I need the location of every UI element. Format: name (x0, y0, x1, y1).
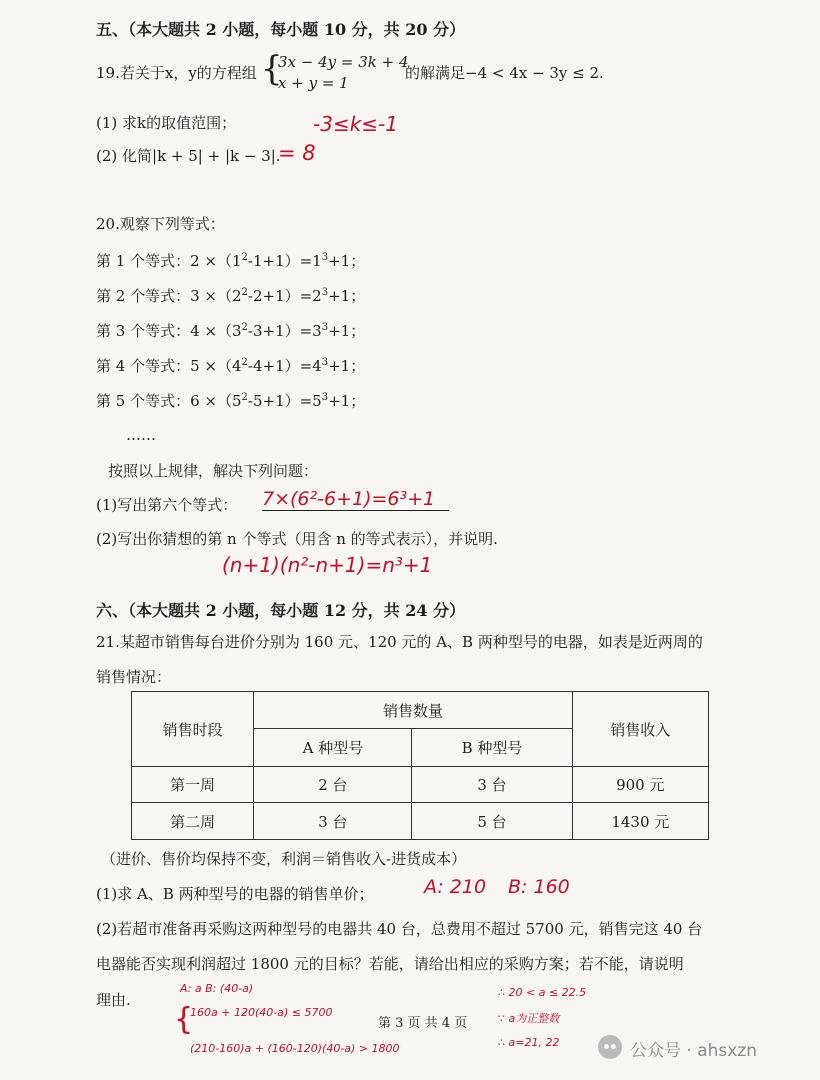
q21-part-1-answer-b: B: 160 (508, 876, 570, 898)
q19-part-1-answer: -3≤k≤-1 (313, 112, 398, 136)
hw-brace: { (174, 1002, 194, 1037)
q19-part-2-answer: = 8 (278, 141, 316, 165)
q21-part-2-line-3: 理由. (96, 991, 131, 1009)
q19-part-1: (1) 求k的取值范围； (96, 114, 237, 132)
wechat-icon (598, 1035, 622, 1059)
q21-stem-line-1: 21.某超市销售每台进价分别为 160 元、120 元的 A、B 两种型号的电器，如表是近两周的 (96, 633, 703, 651)
cell-a: 3 台 (254, 803, 412, 840)
q21-stem-line-2: 销售情况： (96, 668, 172, 686)
hw-inequality-2: (210-160)a + (160-120)(40-a) > 1800 (190, 1042, 400, 1055)
q19-stem-post: 的解满足−4 < 4x − 3y ≤ 2. (405, 64, 604, 82)
cell-period: 第一周 (132, 767, 254, 803)
cell-b: 5 台 (412, 803, 572, 840)
watermark-text: 公众号 · ahsxzn (630, 1041, 758, 1061)
equation-row: 第 3 个等式：$4 \times(3^2-3+1)=3^3+1$； (96, 322, 366, 340)
q20-part-1: (1)写出第六个等式： (96, 496, 238, 514)
wechat-icon-eye (611, 1044, 616, 1049)
hw-variables: A: a B: (40-a) (180, 982, 254, 995)
header-model-b: B 种型号 (412, 729, 572, 767)
equation-row: 第 4 个等式：$5 \times(4^2-4+1)=4^3+1$； (96, 357, 366, 375)
cell-a: 2 台 (254, 767, 412, 803)
hw-step-2: ∵ a为正整数 (498, 1012, 560, 1025)
table-row (132, 803, 709, 840)
q19-equation-1: 3x − 4y = 3k + 4 (278, 53, 409, 71)
q21-part-2-line-1: (2)若超市准备再采购这两种型号的电器共 40 台，总费用不超过 5700 元，销售完这 40 台 (96, 920, 703, 938)
watermark (598, 1034, 798, 1060)
header-model-a: A 种型号 (254, 729, 412, 767)
cell-income: 900 元 (572, 767, 708, 803)
q20-instruction: 按照以上规律，解决下列问题： (108, 462, 319, 480)
q20-stem: 20.观察下列等式： (96, 215, 225, 233)
cell-period: 第二周 (132, 803, 254, 840)
q19-equation-2: x + y = 1 (278, 74, 349, 92)
header-quantity: 销售数量 (254, 692, 572, 729)
wechat-icon-eye (604, 1044, 609, 1049)
table-row (132, 767, 709, 803)
q21-part-1-answer-a: A: 210 (424, 876, 487, 898)
q20-part-1-answer: 7×(6²-6+1)=6³+1 (262, 488, 449, 511)
section-6-heading: 六、（本大题共 2 小题，每小题 12 分，共 24 分） (96, 601, 466, 620)
header-period: 销售时段 (132, 692, 254, 767)
page-number: 第 3 页 共 4 页 (378, 1016, 468, 1031)
q21-part-1: (1)求 A、B 两种型号的电器的销售单价； (96, 885, 374, 903)
q21-part-2-line-2: 电器能否实现利润超过 1800 元的目标？若能，请给出相应的采购方案；若不能，请说明 (96, 955, 684, 973)
hw-step-3: ∴ a=21, 22 (498, 1036, 560, 1049)
hw-inequality-1: 160a + 120(40-a) ≤ 5700 (190, 1006, 333, 1019)
equation-system-brace: { (261, 49, 283, 89)
q20-ellipsis: …… (126, 426, 156, 444)
sales-table (131, 691, 709, 840)
hw-step-1: ∴ 20 < a ≤ 22.5 (498, 986, 587, 999)
cell-b: 3 台 (412, 767, 572, 803)
q20-part-2: (2)写出你猜想的第 n 个等式（用含 n 的等式表示），并说明. (96, 530, 498, 548)
section-5-heading: 五、（本大题共 2 小题，每小题 10 分，共 20 分） (96, 20, 466, 39)
q19-part-2: (2) 化简|k + 5| + |k − 3|. (96, 147, 281, 165)
q19-stem-pre: 19.若关于x，y的方程组 (96, 64, 257, 82)
q20-part-2-answer: (n+1)(n²-n+1)=n³+1 (222, 553, 433, 577)
equation-row: 第 5 个等式：$6 \times(5^2-5+1)=5^3+1$； (96, 392, 366, 410)
cell-income: 1430 元 (572, 803, 708, 840)
q21-note: （进价、售价均保持不变，利润＝销售收入-进货成本） (101, 850, 467, 868)
equation-row: 第 1 个等式：$2 \times(1^2-1+1)=1^3+1$； (96, 252, 366, 270)
header-income: 销售收入 (572, 692, 708, 767)
equation-row: 第 2 个等式：$3 \times(2^2-2+1)=2^3+1$； (96, 287, 366, 305)
